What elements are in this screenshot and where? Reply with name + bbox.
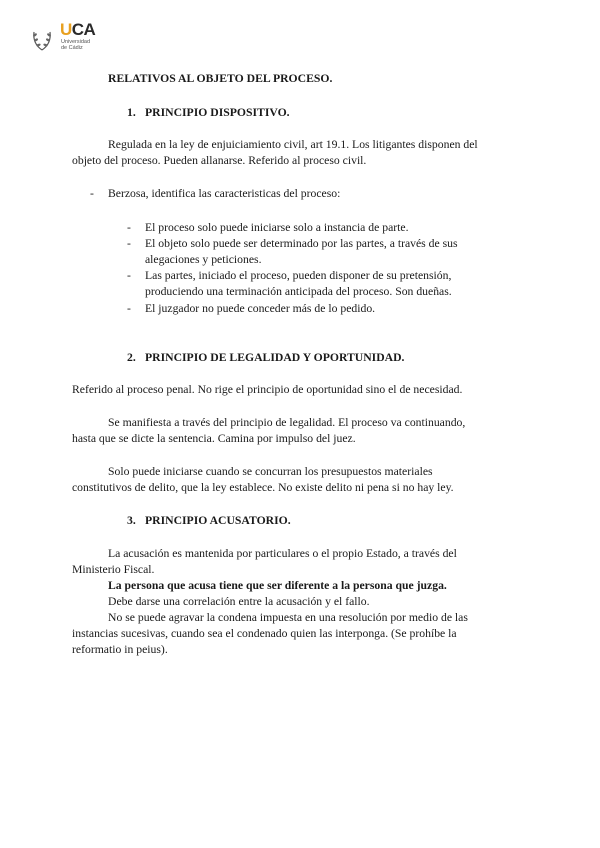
- s2-paragraph-2-line-2: hasta que se dicte la sentencia. Camina por impulso del juez.: [72, 432, 356, 445]
- logo-wordmark: UCA: [60, 20, 96, 39]
- university-logo: [30, 20, 100, 54]
- s1-bullet: Berzosa, identifica las caracteristicas del proceso:: [108, 187, 341, 200]
- s1-item-1: El proceso solo puede iniciarse solo a instancia de parte.: [145, 221, 409, 234]
- s3-line-5: No se puede agravar la condena impuesta en una resolución por medio de las: [108, 611, 468, 624]
- s3-line-4: Debe darse una correlación entre la acusación y el fallo.: [108, 595, 370, 608]
- s2-paragraph-1: Referido al proceso penal. No rige el principio de oportunidad sino el de necesidad.: [72, 383, 463, 396]
- s2-paragraph-2-line-1: Se manifiesta a través del principio de legalidad. El proceso va continuando,: [108, 416, 466, 429]
- s3-line-1: La acusación es mantenida por particulares o el propio Estado, a través del: [108, 547, 457, 560]
- section-1-number: 1.: [127, 106, 136, 119]
- logo-subtitle-1: Universidad: [61, 39, 91, 45]
- s3-line-2: Ministerio Fiscal.: [72, 563, 155, 576]
- s1-item-2-line-1: El objeto solo puede ser determinado por las partes, a través de sus: [145, 237, 458, 250]
- item-dash: -: [127, 221, 131, 234]
- section-2-number: 2.: [127, 351, 136, 364]
- section-3-number: 3.: [127, 514, 136, 527]
- s1-paragraph-line-1: Regulada en la ley de enjuiciamiento civil, art 19.1. Los litigantes disponen del: [108, 138, 478, 151]
- s1-item-3-line-1: Las partes, iniciado el proceso, pueden disponer de su pretensión,: [145, 269, 452, 282]
- s3-line-6: instancias sucesivas, cuando sea el condenado quien las interponga. (Se prohíbe la: [72, 627, 457, 640]
- s1-item-2-line-2: alegaciones y peticiones.: [145, 253, 262, 266]
- item-dash: -: [127, 269, 131, 282]
- section-2-title: PRINCIPIO DE LEGALIDAD Y OPORTUNIDAD.: [145, 351, 405, 364]
- s2-paragraph-3-line-1: Solo puede iniciarse cuando se concurran los presupuestos materiales: [108, 465, 433, 478]
- s1-item-4: El juzgador no puede conceder más de lo pedido.: [145, 302, 376, 315]
- item-dash: -: [127, 302, 131, 315]
- s1-paragraph-line-2: objeto del proceso. Pueden allanarse. Referido al proceso civil.: [72, 154, 367, 167]
- s2-paragraph-3-line-2: constitutivos de delito, que la ley establece. No existe delito ni pena si no hay ley.: [72, 481, 454, 494]
- s1-item-3-line-2: produciendo una terminación anticipada del proceso. Son dueñas.: [145, 285, 452, 298]
- s3-line-7: reformatio in peius).: [72, 643, 168, 656]
- logo-subtitle-2: de Cádiz: [61, 45, 83, 51]
- section-3-title: PRINCIPIO ACUSATORIO.: [145, 514, 291, 527]
- section-1-title: PRINCIPIO DISPOSITIVO.: [145, 106, 290, 119]
- bullet-dash: -: [90, 187, 94, 200]
- laurel-icon: [30, 26, 54, 52]
- item-dash: -: [127, 237, 131, 250]
- s3-line-3-bold: La persona que acusa tiene que ser diferente a la persona que juzga.: [108, 579, 447, 592]
- main-heading: RELATIVOS AL OBJETO DEL PROCESO.: [108, 72, 333, 85]
